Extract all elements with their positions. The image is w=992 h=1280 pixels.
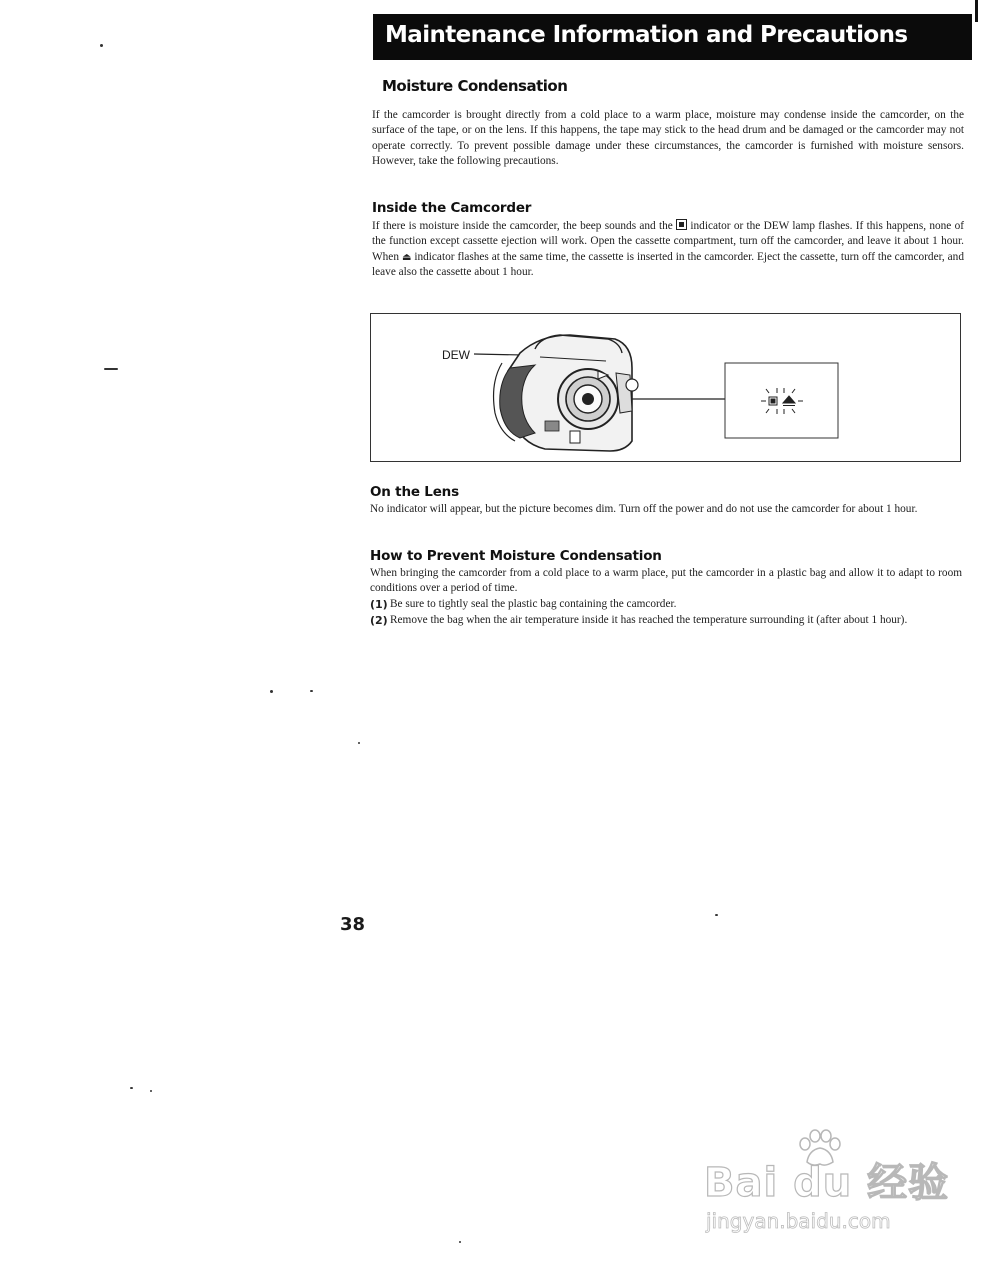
lens-text: No indicator will appear, but the picture becomes dim. Turn off the power and do not use the camcorder for about 1 hour. [370, 503, 918, 515]
dew-label: DEW [442, 348, 470, 362]
inside-text-part1: If there is moisture inside the camcorder, the beep sounds and the [372, 220, 677, 232]
inside-heading: Inside the Camcorder [372, 200, 532, 216]
lens-heading: On the Lens [370, 484, 459, 500]
watermark-url: jingyan.baidu.com [706, 1209, 891, 1233]
camcorder-illustration [370, 313, 961, 462]
step-text: Be sure to tightly seal the plastic bag containing the camcorder. [390, 598, 677, 610]
section-header-bar [373, 14, 972, 60]
page-number: 38 [340, 914, 366, 935]
step-text: Remove the bag when the air temperature inside it has reached the temperature surrounding it (after about 1 hour). [390, 614, 908, 626]
eject-icon: ⏏ [401, 251, 412, 263]
page-title: Maintenance Information and Precautions [385, 22, 908, 48]
watermark-logo: Bai du 经验 [704, 1160, 950, 1206]
moisture-intro: If the camcorder is brought directly from a cold place to a warm place, moisture may condense inside the camcorder, on the surface of the tape, or on the lens. If this happens, the tape may stick to the head drum and be damaged or the camcorder may not operate correctly. To prevent possible damage under these circumstances, the camcorder is furnished with moisture sensors. However, take the following precautions. [372, 109, 964, 167]
prevent-text: When bringing the camcorder from a cold place to a warm place, put the camcorder in a plastic bag and allow it to adapt to room conditions over a period of time. [370, 567, 962, 595]
prevent-heading: How to Prevent Moisture Condensation [370, 548, 662, 564]
moisture-heading: Moisture Condensation [382, 77, 568, 95]
step-number: (2) [370, 614, 388, 627]
step-number: (1) [370, 598, 388, 611]
inside-text-part2: indicator or the DEW lamp flashes. If this happens, none of the function except cassette ejection will work. Open the cassette compartment, turn off the camcorder, and leave it about 1 hour. When [372, 220, 964, 263]
inside-text [372, 219, 964, 280]
dew-indicator-icon [676, 219, 687, 230]
page-edge-mark [975, 0, 978, 22]
inside-text-part3: indicator flashes at the same time, the cassette is inserted in the camcorder. Eject the cassette, turn off the camcorder, and leave also the cassette about 1 hour. [372, 250, 964, 278]
